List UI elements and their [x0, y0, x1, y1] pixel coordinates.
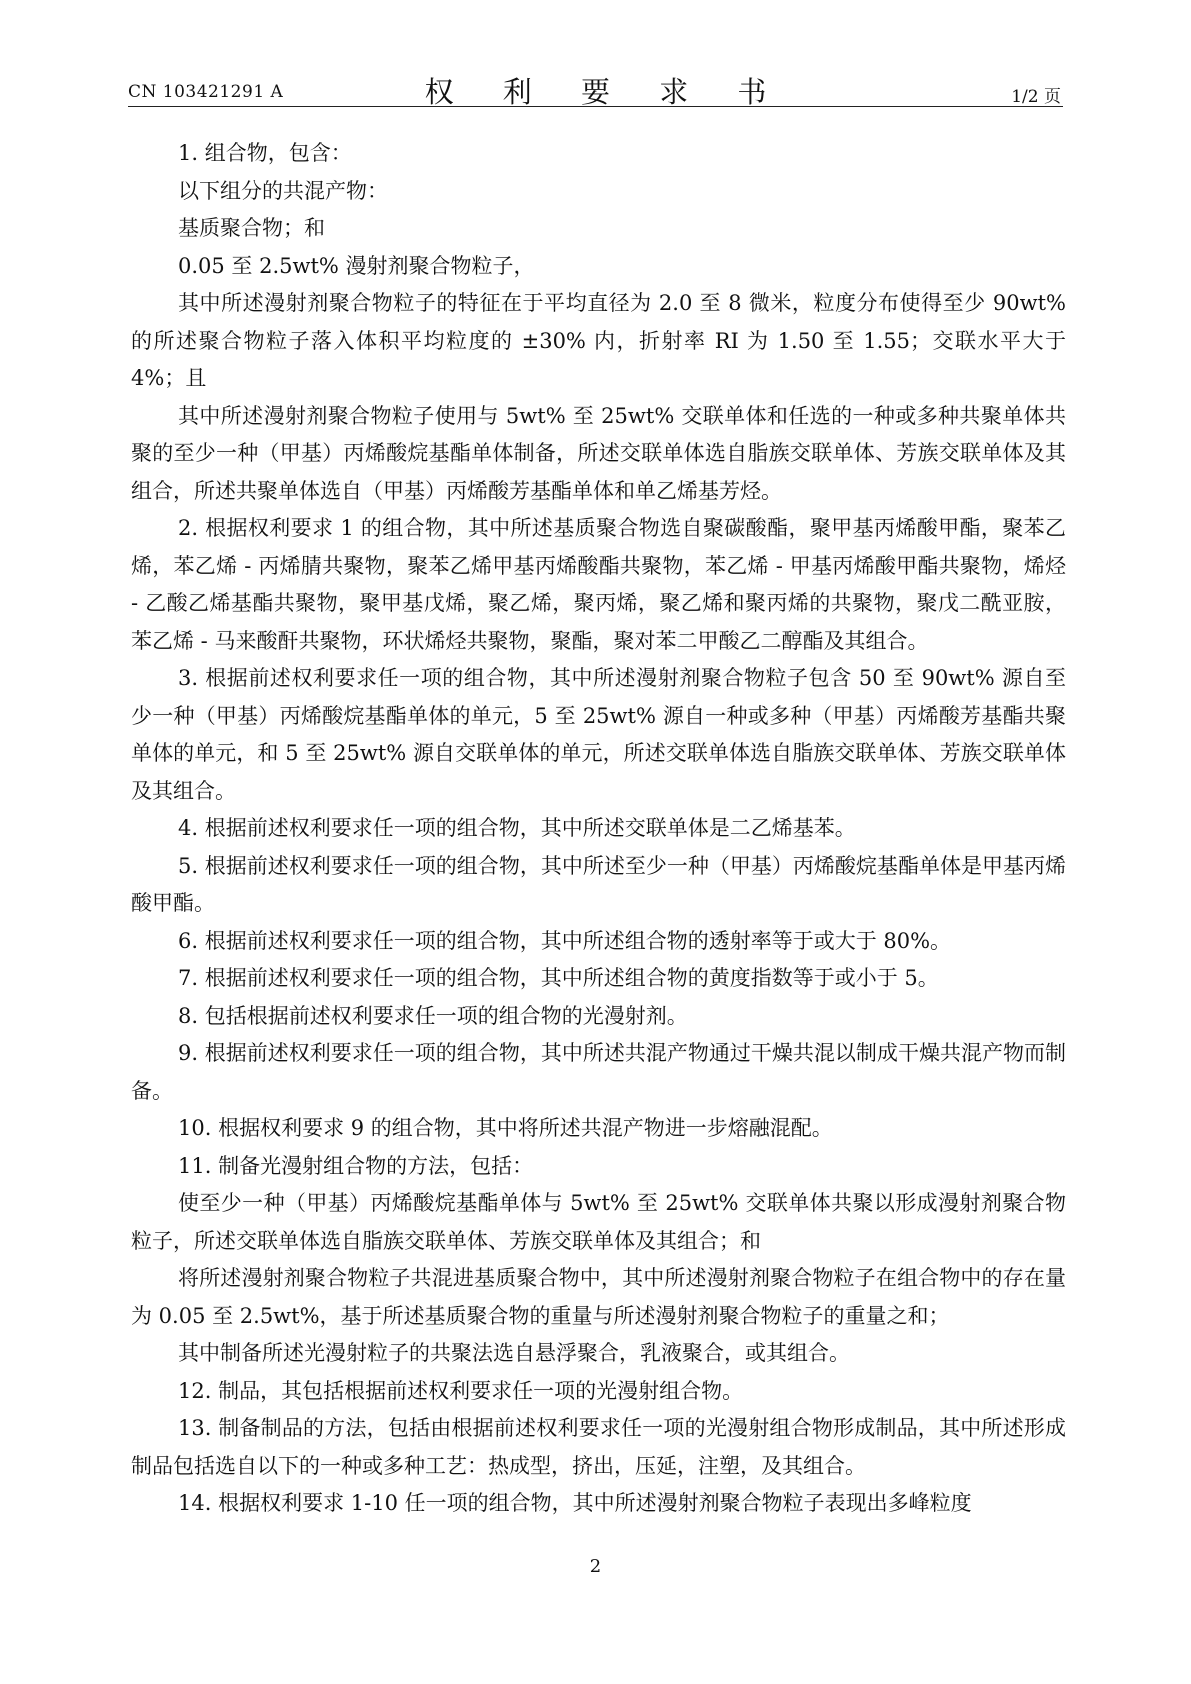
claim-paragraph: 13. 制备制品的方法，包括由根据前述权利要求任一项的光漫射组合物形成制品，其中所述形成制品包括选自以下的一种或多种工艺：热成型，挤出，压延，注塑，及其组合。 — [131, 1416, 1066, 1478]
claim-paragraph: 将所述漫射剂聚合物粒子共混进基质聚合物中，其中所述漫射剂聚合物粒子在组合物中的存在量为 0.05 至 2.5wt%，基于所述基质聚合物的重量与所述漫射剂聚合物粒子的重量之和； — [131, 1266, 1066, 1328]
page-header — [0, 0, 1191, 110]
claim-paragraph: 9. 根据前述权利要求任一项的组合物，其中所述共混产物通过干燥共混以制成干燥共混产物而制备。 — [131, 1041, 1066, 1103]
claim-paragraph: 11. 制备光漫射组合物的方法，包括： — [178, 1153, 534, 1178]
claims-body — [131, 135, 1066, 1523]
page-number: 2 — [589, 1556, 602, 1577]
claim-paragraph: 10. 根据权利要求 9 的组合物，其中将所述共混产物进一步熔融混配。 — [178, 1116, 833, 1140]
claim-paragraph: 5. 根据前述权利要求任一项的组合物，其中所述至少一种（甲基）丙烯酸烷基酯单体是甲基丙烯酸甲酯。 — [131, 853, 1066, 915]
claim-paragraph: 其中制备所述光漫射粒子的共聚法选自悬浮聚合，乳液聚合，或其组合。 — [178, 1341, 850, 1365]
claim-paragraph: 基质聚合物；和 — [178, 216, 325, 240]
claim-paragraph: 其中所述漫射剂聚合物粒子使用与 5wt% 至 25wt% 交联单体和任选的一种或多种共聚单体共聚的至少一种（甲基）丙烯酸烷基酯单体制备，所述交联单体选自脂族交联单体、芳族交联单体及其组合，所述共聚单体选自（甲基）丙烯酸芳基酯单体和单乙烯基芳烃。 — [131, 403, 1066, 503]
claim-paragraph: 以下组分的共混产物： — [178, 178, 388, 203]
claim-paragraph: 4. 根据前述权利要求任一项的组合物，其中所述交联单体是二乙烯基苯。 — [178, 816, 856, 840]
claim-paragraph: 1. 组合物，包含： — [178, 141, 352, 165]
page-count: 1/2 页 — [1011, 87, 1061, 107]
header-divider — [128, 106, 1063, 107]
claim-paragraph: 8. 包括根据前述权利要求任一项的组合物的光漫射剂。 — [178, 1003, 688, 1028]
claim-paragraph: 3. 根据前述权利要求任一项的组合物，其中所述漫射剂聚合物粒子包含 50 至 90wt% 源自至少一种（甲基）丙烯酸烷基酯单体的单元，5 至 25wt% 源自一种或多种（甲基）丙烯酸芳基酯共聚单体的单元，和 5 至 25wt% 源自交联单体的单元，所述交联单体选自脂族交联单体、芳族交联单体及其组合。 — [131, 666, 1066, 803]
publication-number: CN 103421291 A — [128, 82, 284, 102]
claim-paragraph: 0.05 至 2.5wt% 漫射剂聚合物粒子， — [178, 253, 535, 278]
claim-paragraph: 12. 制品，其包括根据前述权利要求任一项的光漫射组合物。 — [178, 1378, 744, 1403]
claim-paragraph: 6. 根据前述权利要求任一项的组合物，其中所述组合物的透射率等于或大于 80%。 — [178, 928, 952, 953]
claim-paragraph: 其中所述漫射剂聚合物粒子的特征在于平均直径为 2.0 至 8 微米，粒度分布使得至少 90wt% 的所述聚合物粒子落入体积平均粒度的 ±30% 内，折射率 RI 为 1.50 至 1.55；交联水平大于 4%；且 — [131, 291, 1066, 390]
claim-paragraph: 14. 根据权利要求 1-10 任一项的组合物，其中所述漫射剂聚合物粒子表现出多峰粒度 — [178, 1491, 972, 1515]
claim-paragraph: 7. 根据前述权利要求任一项的组合物，其中所述组合物的黄度指数等于或小于 5。 — [178, 966, 939, 990]
claim-paragraph: 2. 根据权利要求 1 的组合物，其中所述基质聚合物选自聚碳酸酯，聚甲基丙烯酸甲酯，聚苯乙烯，苯乙烯 - 丙烯腈共聚物，聚苯乙烯甲基丙烯酸酯共聚物，苯乙烯 - 甲基丙烯酸甲酯共聚物，烯烃 - 乙酸乙烯基酯共聚物，聚甲基戊烯，聚乙烯，聚丙烯，聚乙烯和聚丙烯的共聚物，聚戊二酰亚胺，苯乙烯 - 马来酸酐共聚物，环状烯烃共聚物，聚酯，聚对苯二甲酸乙二醇酯及其组合。 — [131, 516, 1066, 653]
claim-paragraph: 使至少一种（甲基）丙烯酸烷基酯单体与 5wt% 至 25wt% 交联单体共聚以形成漫射剂聚合物粒子，所述交联单体选自脂族交联单体、芳族交联单体及其组合；和 — [131, 1191, 1066, 1253]
document-title: 权 利 要 求 书 — [424, 75, 787, 109]
